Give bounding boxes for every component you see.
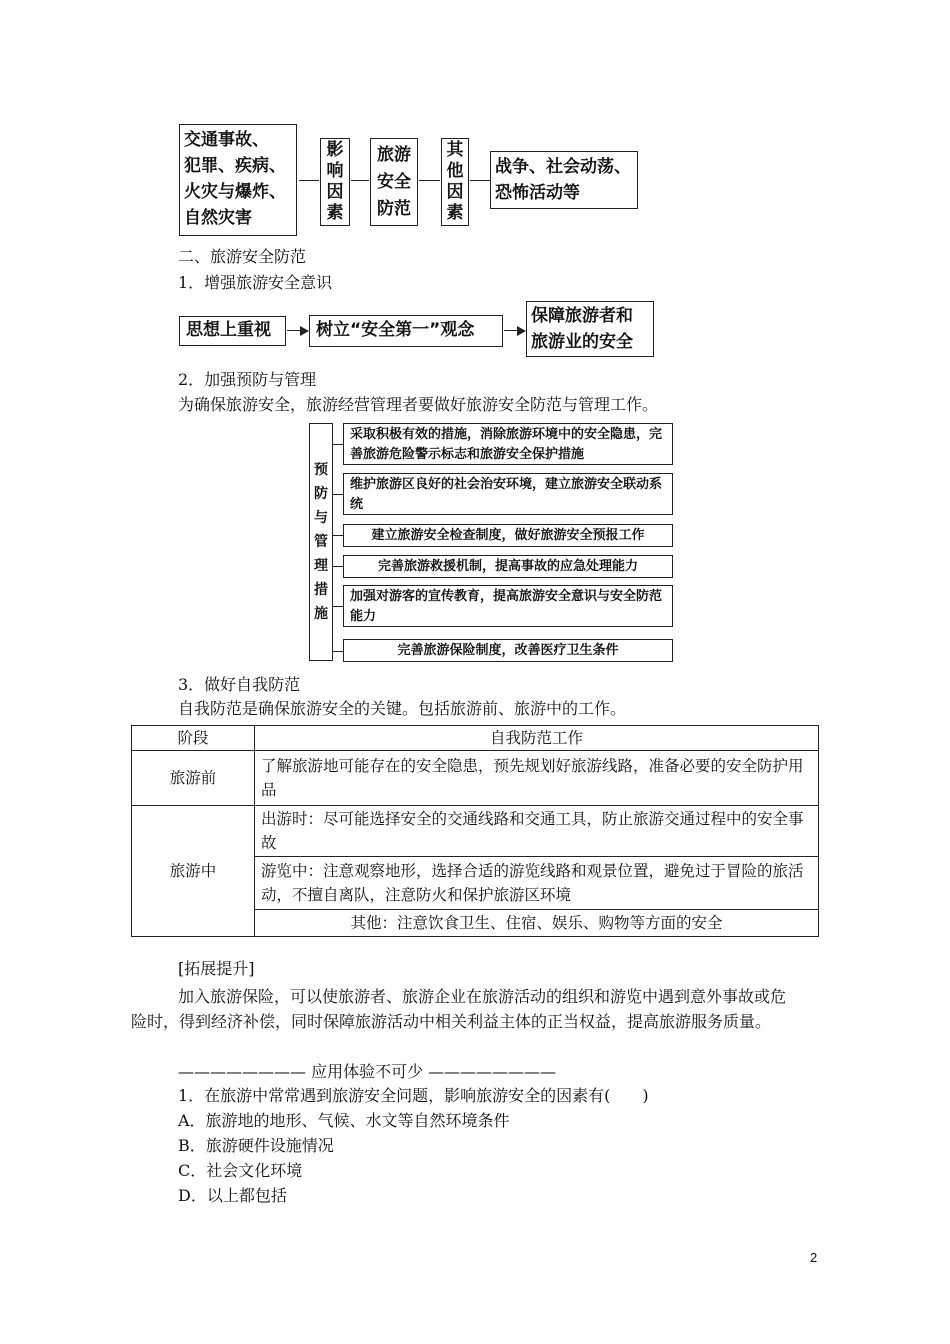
measures-label-char: 措 xyxy=(314,582,328,598)
work-cell: 了解旅游地可能存在的安全隐患，预先规划好旅游线路，准备必要的安全防护用品 xyxy=(255,751,819,806)
connector-line xyxy=(419,180,440,181)
work-cell: 出游时：尽可能选择安全的交通线路和交通工具，防止旅游交通过程中的安全事故 xyxy=(255,806,819,857)
measures-label-char: 施 xyxy=(314,606,328,622)
measure-item: 加强对游客的宣传教育，提高旅游安全意识与安全防范能力 xyxy=(343,585,673,627)
connector-line xyxy=(333,444,343,445)
measures-label-char: 管 xyxy=(314,534,328,550)
extension-text: 加入旅游保险，可以使旅游者、旅游企业在旅游活动的组织和游览中遇到意外事故或危 xyxy=(178,987,787,1006)
flow-step-2-label: 树立“安全第一”观念 xyxy=(316,320,475,340)
measures-label-char: 与 xyxy=(314,510,328,526)
subsection-title-2: 2．加强预防与管理 xyxy=(178,370,317,389)
extension-title: [拓展提升] xyxy=(178,959,255,978)
table-header: 阶段 xyxy=(132,726,255,751)
measures-label-char: 防 xyxy=(314,486,328,502)
other-item-line: 恐怖活动等 xyxy=(495,183,580,203)
connector-line xyxy=(333,535,343,536)
connector-line xyxy=(333,606,343,607)
other-item-line: 战争、社会动荡、 xyxy=(495,157,631,177)
other-box xyxy=(441,138,469,226)
flow-step-3-line: 保障旅游者和 xyxy=(531,306,633,326)
influence-char: 素 xyxy=(326,203,344,223)
stage-cell: 旅游中 xyxy=(132,806,255,937)
subsection-text-3: 自我防范是确保旅游安全的关键。包括旅游前、旅游中的工作。 xyxy=(178,699,627,718)
influence-char: 影 xyxy=(326,140,344,160)
measure-item: 维护旅游区良好的社会治安环境，建立旅游安全联动系统 xyxy=(343,473,673,515)
question-stem: 1．在旅游中常常遇到旅游安全问题，影响旅游安全的因素有( ) xyxy=(178,1086,649,1105)
cause-line: 火灾与爆炸、 xyxy=(184,182,286,202)
safety-box xyxy=(370,138,418,226)
question-option-a: A．旅游地的地形、气候、水文等自然环境条件 xyxy=(178,1111,510,1130)
arrow-head-icon xyxy=(517,326,526,336)
connector-line xyxy=(470,180,490,181)
safety-line: 安全 xyxy=(377,171,411,192)
extension-text: 险时，得到经济补偿，同时保障旅游活动中相关利益主体的正当权益，提高旅游服务质量。 xyxy=(131,1012,772,1031)
other-char: 他 xyxy=(446,161,464,181)
measures-label-char: 理 xyxy=(314,558,328,574)
flow-step-2 xyxy=(309,315,503,347)
table-header: 自我防范工作 xyxy=(255,726,819,751)
table-row xyxy=(132,806,819,857)
flow-step-3 xyxy=(526,301,654,357)
influence-char: 响 xyxy=(326,161,344,181)
table-header-row xyxy=(132,726,819,751)
question-option-c: C．社会文化环境 xyxy=(178,1161,303,1180)
work-cell: 游览中：注意观察地形，选择合适的游览线路和观景位置，避免过于冒险的旅活动，不擅自离队，注意防火和保护旅游区环境 xyxy=(255,857,819,910)
self-protection-table xyxy=(131,725,819,937)
stage-cell: 旅游前 xyxy=(132,751,255,806)
cause-line: 交通事故、 xyxy=(184,130,269,150)
measure-item: 完善旅游保险制度，改善医疗卫生条件 xyxy=(343,639,673,662)
question-option-b: B．旅游硬件设施情况 xyxy=(178,1136,334,1155)
measure-item: 完善旅游救援机制，提高事故的应急处理能力 xyxy=(343,555,673,578)
cause-line: 自然灾害 xyxy=(184,208,252,228)
connector-line xyxy=(333,566,343,567)
safety-line: 旅游 xyxy=(377,144,411,165)
flow-step-3-line: 旅游业的安全 xyxy=(531,332,633,352)
measure-item: 建立旅游安全检查制度，做好旅游安全预报工作 xyxy=(343,524,673,547)
subsection-title-1: 1．增强旅游安全意识 xyxy=(178,273,333,292)
connector-line xyxy=(333,651,343,652)
other-items-box xyxy=(490,151,638,209)
other-char: 因 xyxy=(446,182,464,202)
flow-step-1-label: 思想上重视 xyxy=(186,320,271,340)
table-row xyxy=(132,751,819,806)
work-cell: 其他：注意饮食卫生、住宿、娱乐、购物等方面的安全 xyxy=(255,910,819,937)
cause-line: 犯罪、疾病、 xyxy=(184,156,286,176)
subsection-text-2: 为确保旅游安全，旅游经营管理者要做好旅游安全防范与管理工作。 xyxy=(178,395,659,414)
causes-box xyxy=(179,124,297,236)
question-option-d: D．以上都包括 xyxy=(178,1186,287,1205)
measures-label-char: 预 xyxy=(314,462,328,478)
safety-line: 防范 xyxy=(377,198,411,219)
influence-char: 因 xyxy=(326,182,344,202)
measures-label-box xyxy=(309,423,333,661)
arrow-head-icon xyxy=(300,326,309,336)
connector-line xyxy=(333,494,343,495)
page-number: 2 xyxy=(810,1250,818,1265)
other-char: 其 xyxy=(446,140,464,160)
practice-header: ———————— 应用体验不可少 ———————— xyxy=(178,1062,557,1081)
flow-step-1 xyxy=(179,316,286,346)
other-char: 素 xyxy=(446,203,464,223)
measure-item: 采取积极有效的措施，消除旅游环境中的安全隐患，完善旅游危险警示标志和旅游安全保护措施 xyxy=(343,423,673,465)
influence-box xyxy=(320,138,350,226)
section-title: 二、旅游安全防范 xyxy=(178,247,307,266)
connector-line xyxy=(351,180,369,181)
connector-line xyxy=(299,180,319,181)
subsection-title-3: 3．做好自我防范 xyxy=(178,675,301,694)
